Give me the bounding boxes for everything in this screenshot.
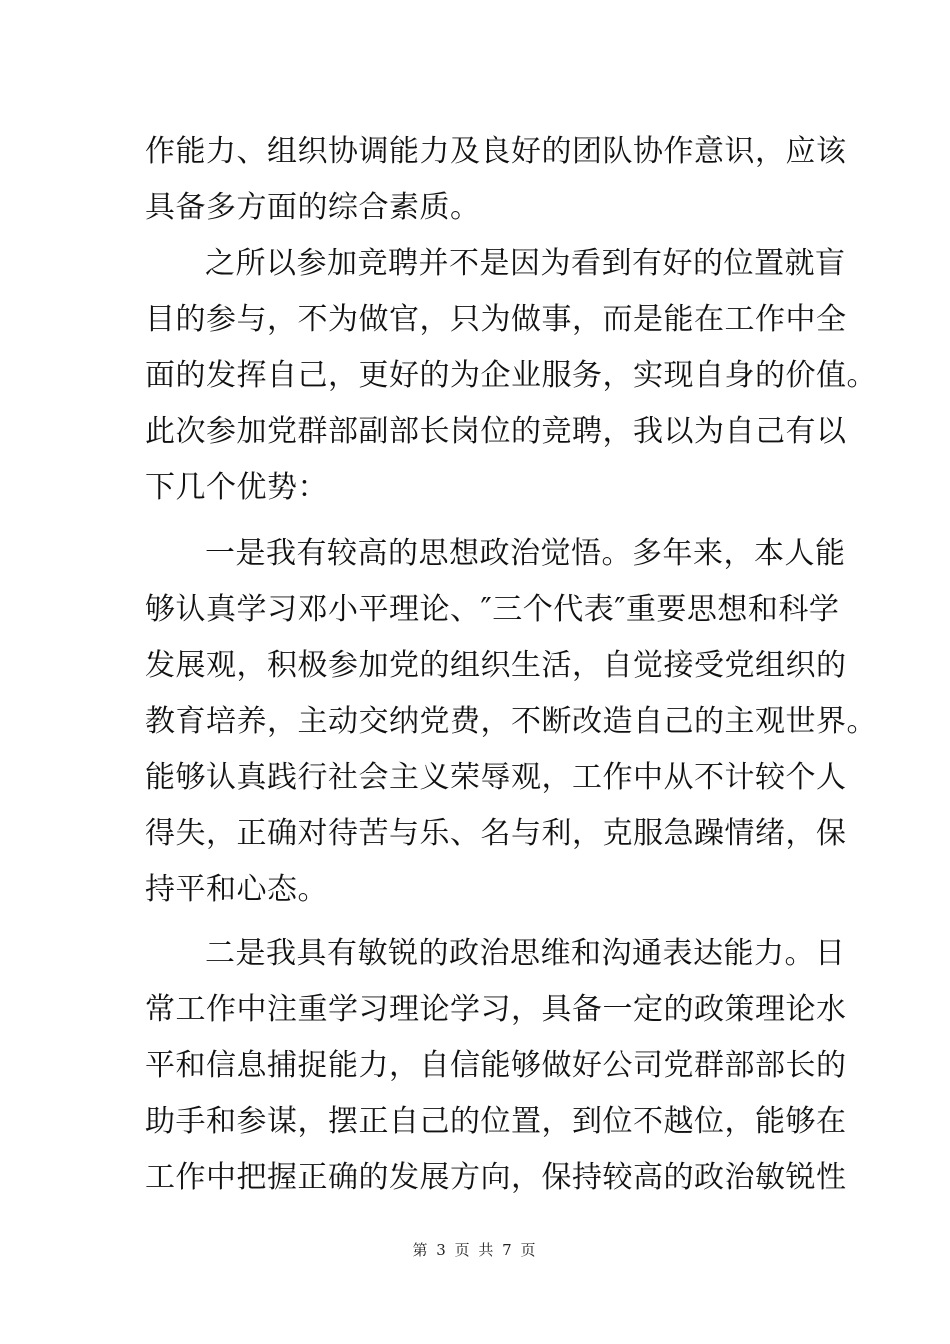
text-line: 目的参与，不为做官，只为做事，而是能在工作中全: [145, 302, 847, 337]
paragraph-start-line: 之所以参加竞聘并不是因为看到有好的位置就盲: [205, 246, 846, 281]
paragraph-start-line: 二是我具有敏锐的政治思维和沟通表达能力。日: [205, 936, 846, 971]
paragraph-start-line: 一是我有较高的思想政治觉悟。多年来，本人能: [205, 536, 846, 571]
text-line: 能够认真践行社会主义荣辱观，工作中从不计较个人: [145, 760, 847, 795]
text-line: 作能力、组织协调能力及良好的团队协作意识，应该: [145, 134, 847, 169]
text-line: 平和信息捕捉能力，自信能够做好公司党群部部长的: [145, 1048, 847, 1083]
text-line: 具备多方面的综合素质。: [145, 190, 481, 225]
text-line: 得失，正确对待苦与乐、名与利，克服急躁情绪，保: [145, 816, 847, 851]
text-line: 够认真学习邓小平理论、″三个代表″重要思想和科学: [145, 592, 840, 627]
text-line: 下几个优势：: [145, 470, 328, 505]
text-line: 工作中把握正确的发展方向，保持较高的政治敏锐性: [145, 1160, 847, 1195]
text-line: 教育培养，主动交纳党费，不断改造自己的主观世界。: [145, 704, 877, 739]
text-line: 常工作中注重学习理论学习，具备一定的政策理论水: [145, 992, 847, 1027]
text-line: 面的发挥自己，更好的为企业服务，实现自身的价值。: [145, 358, 877, 393]
text-line: 助手和参谋，摆正自己的位置，到位不越位，能够在: [145, 1104, 847, 1139]
text-line: 持平和心态。: [145, 872, 328, 907]
page-number-footer: 第 3 页 共 7 页: [412, 1241, 538, 1259]
text-line: 此次参加党群部副部长岗位的竞聘，我以为自己有以: [145, 414, 847, 449]
text-line: 发展观，积极参加党的组织生活，自觉接受党组织的: [145, 648, 847, 683]
